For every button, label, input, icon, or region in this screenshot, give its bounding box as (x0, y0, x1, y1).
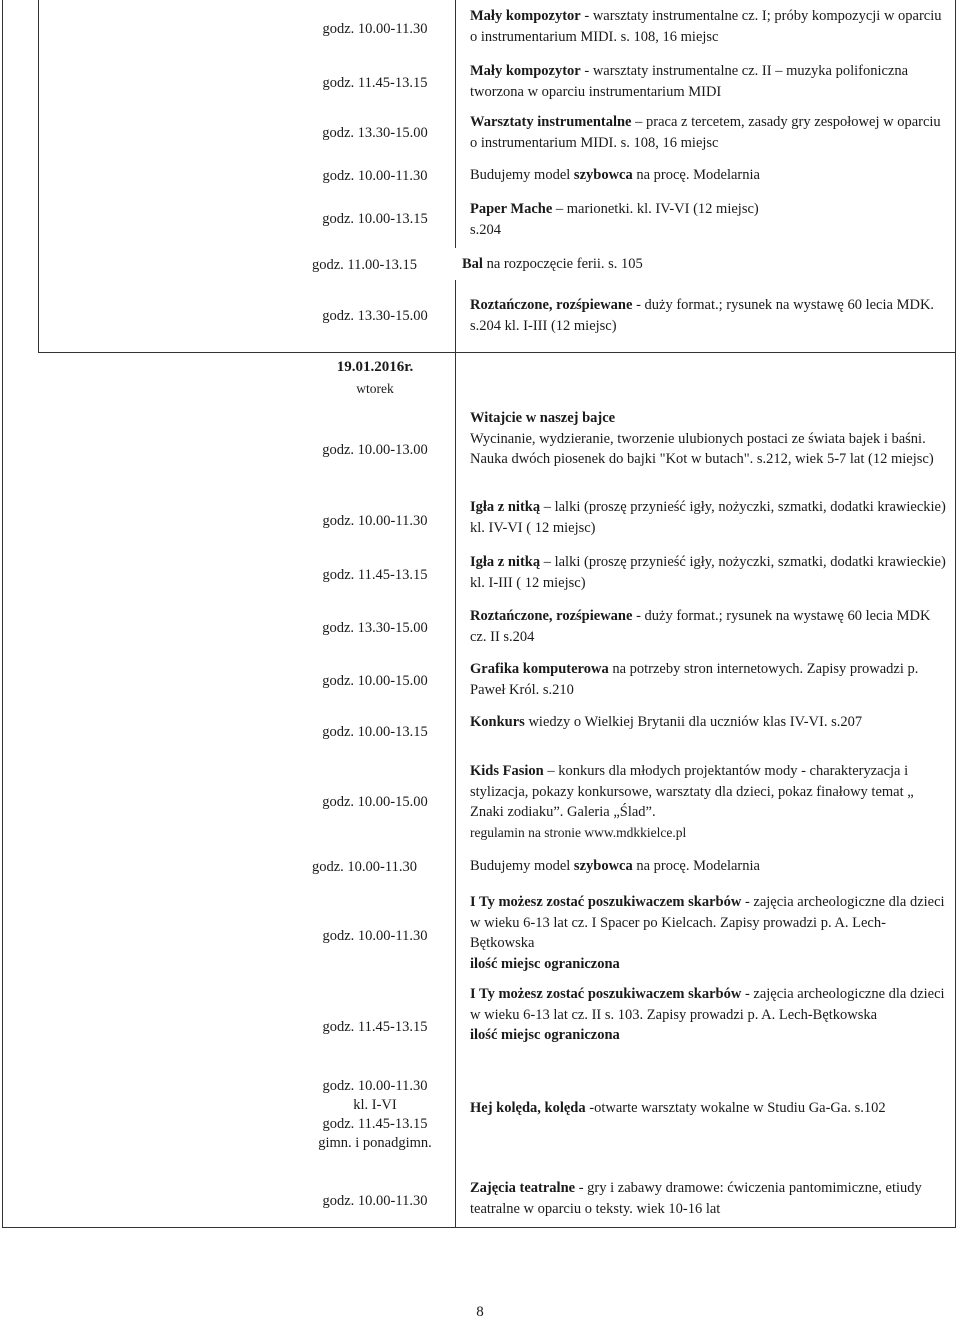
time-slot: godz. 10.00-13.00 (322, 442, 428, 458)
event-title: I Ty możesz zostać poszukiwaczem skarbów (470, 894, 742, 910)
time-slot: godz. 10.00-11.30 (322, 928, 428, 944)
event-entry (470, 606, 950, 647)
time-slot: godz. 10.00-13.15 (322, 211, 428, 227)
event-title: Kids Fasion (470, 763, 544, 779)
event-title: szybowca (573, 167, 633, 183)
event-title: Grafika komputerowa (470, 661, 609, 677)
event-details: na procę. Modelarnia (632, 858, 760, 874)
event-entry (470, 61, 950, 102)
time-slot: godz. 10.00-13.15 (322, 724, 428, 740)
event-details: - warsztaty instrumentalne cz. I; próby kompozycji w oparciu o instrumentarium MIDI. s. 108, 16 miejsc (470, 8, 942, 45)
event-title: szybowca (573, 858, 633, 874)
table-divider (38, 352, 956, 353)
time-slot: godz. 10.00-11.30 (322, 513, 428, 529)
time-slot: godz. 10.00-11.30 (312, 859, 417, 875)
event-entry (470, 761, 950, 843)
event-title: Zajęcia teatralne (470, 1180, 576, 1196)
time-slot: godz. 10.00-11.30 (322, 21, 428, 37)
event-details: - warsztaty instrumentalne cz. II – muzyka polifoniczna tworzona w oparciu instrumentarium MIDI (470, 63, 909, 100)
event-details: na potrzeby stron internetowych. Zapisy prowadzi p. Paweł Król. s.210 (470, 661, 919, 698)
class-range: kl. I-VI (353, 1097, 397, 1113)
event-entry (470, 112, 950, 153)
time-slot: godz. 10.00-15.00 (322, 673, 428, 689)
event-details: na procę. Modelarnia (632, 167, 760, 183)
event-details: na rozpoczęcie ferii. s. 105 (482, 256, 643, 272)
event-details: – lalki (proszę przynieść igły, nożyczki, szmatki, dodatki krawieckie) kl. I-III ( 12 miejsc) (470, 554, 946, 591)
event-entry (470, 408, 950, 470)
event-title: Warsztaty instrumentalne (470, 114, 632, 130)
rules-link-text: regulamin na stronie www.mdkkielce.pl (470, 824, 687, 840)
room-number: s.204 (470, 221, 502, 238)
event-details: – konkurs dla młodych projektantów mody - charakteryzacja i stylizacja, pokazy konkursowe, warsztaty dla dzieci, pokaz finałowy temat „ Znaki zodiaku”. Galeria „Ślad”. (470, 763, 914, 820)
event-title: Hej kolęda, kolęda (470, 1100, 586, 1116)
event-details: - zajęcia archeologiczne dla dzieci w wieku 6-13 lat cz. II s. 103. Zapisy prowadzi p. A. Lech-Bętkowska (470, 986, 945, 1023)
time-slot: godz. 13.30-15.00 (322, 620, 428, 636)
event-title: Roztańczone, rozśpiewane (470, 608, 633, 624)
event-entry (470, 1098, 950, 1119)
table-divider (455, 0, 456, 248)
event-entry (470, 6, 950, 47)
event-title: I Ty możesz zostać poszukiwaczem skarbów (470, 986, 742, 1002)
time-slot: godz. 11.45-13.15 (322, 1116, 428, 1132)
weekday: wtorek (356, 381, 394, 396)
table-divider (38, 0, 39, 352)
time-slot: godz. 11.45-13.15 (322, 75, 428, 91)
event-entry (470, 295, 950, 336)
event-title: Roztańczone, rozśpiewane (470, 297, 633, 313)
event-details: Budujemy model (470, 167, 574, 183)
time-slot: godz. 10.00-11.30 (322, 1078, 428, 1094)
event-entry (470, 552, 950, 593)
time-slot: godz. 11.00-13.15 (312, 257, 417, 273)
event-entry (470, 712, 950, 733)
event-details: Budujemy model (470, 858, 574, 874)
event-entry (470, 892, 950, 974)
event-entry (470, 165, 950, 186)
time-slot: godz. 10.00-11.30 (322, 168, 428, 184)
event-title: Mały kompozytor (470, 63, 581, 79)
event-entry (470, 856, 950, 877)
limited-places-note: ilość miejsc ograniczona (470, 955, 620, 972)
event-entry (470, 497, 950, 538)
time-slot: godz. 11.45-13.15 (322, 1019, 428, 1035)
event-title: Igła z nitką (470, 499, 541, 515)
event-details: - zajęcia archeologiczne dla dzieci w wieku 6-13 lat cz. I Spacer po Kielcach. Zapisy prowadzi p. A. Lech-Bętkowska (470, 894, 945, 951)
event-entry (470, 1178, 950, 1219)
page-number: 8 (476, 1304, 484, 1320)
time-slot: godz. 10.00-11.30 (322, 1193, 428, 1209)
event-title: Igła z nitką (470, 554, 541, 570)
event-details: – lalki (proszę przynieść igły, nożyczki, szmatki, dodatki krawieckie) kl. IV-VI ( 12 miejsc) (470, 499, 946, 536)
event-title: Witajcie w naszej bajce (470, 410, 616, 426)
event-details: – marionetki. kl. IV-VI (12 miejsc) (552, 201, 759, 217)
event-entry (462, 254, 942, 275)
time-slot-group (296, 1077, 454, 1153)
event-title: Bal (462, 256, 483, 272)
event-details: - duży format.; rysunek na wystawę 60 lecia MDK. s.204 kl. I-III (12 miejsc) (470, 297, 935, 334)
event-details: - gry i zabawy dramowe: ćwiczenia pantomimiczne, etiudy teatralne w oparciu o teksty. wiek 10-16 lat (470, 1180, 922, 1217)
time-slot: godz. 10.00-15.00 (322, 794, 428, 810)
event-details: - duży format.; rysunek na wystawę 60 lecia MDK cz. II s.204 (470, 608, 931, 645)
event-title: Konkurs (470, 714, 525, 730)
event-title: Mały kompozytor (470, 8, 581, 24)
limited-places-note: ilość miejsc ograniczona (470, 1027, 620, 1043)
event-entry (470, 659, 950, 700)
time-slot: godz. 11.45-13.15 (322, 567, 428, 583)
event-entry (470, 199, 950, 240)
event-details: Wycinanie, wydzieranie, tworzenie ulubionych postaci ze świata bajek i baśni. Nauka dwóch piosenek do bajki "Kot w butach". s.212, wiek 5-7 lat (12 miejsc) (470, 430, 934, 467)
class-range: gimn. i ponadgimn. (318, 1135, 432, 1151)
event-details: – praca z tercetem, zasady gry zespołowej w oparciu o instrumentarium MIDI. s. 108, 16 miejsc (470, 114, 941, 151)
time-slot: godz. 13.30-15.00 (322, 308, 428, 324)
day-date: 19.01.2016r. (336, 359, 414, 375)
event-details: wiedzy o Wielkiej Brytanii dla uczniów klas IV-VI. s.207 (524, 714, 863, 730)
event-entry (470, 984, 950, 1046)
time-slot: godz. 13.30-15.00 (322, 125, 428, 141)
event-details: -otwarte warsztaty wokalne w Studiu Ga-Ga. s.102 (585, 1100, 886, 1116)
event-title: Paper Mache (470, 201, 553, 217)
table-divider (455, 280, 456, 1228)
